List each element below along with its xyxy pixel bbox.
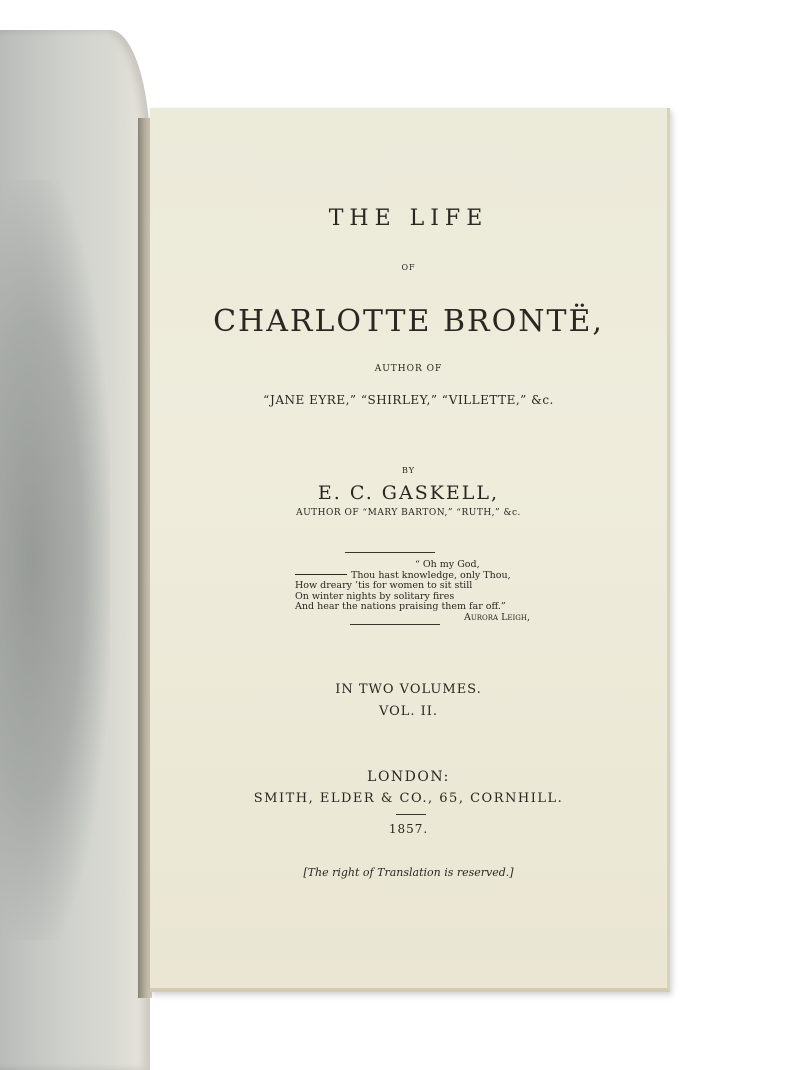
epigraph-bottom-rule [350,624,440,625]
epigraph-line: Thou hast knowledge, only Thou, [295,571,530,582]
subject-name: CHARLOTTE BRONTË, [213,304,604,339]
epigraph-line: How dreary ’tis for women to sit still [295,580,473,591]
imprint-publisher: SMITH, ELDER & CO., 65, CORNHILL. [253,791,564,806]
volumes-line: IN TWO VOLUMES. [335,682,482,697]
facing-page-shadow [0,180,110,940]
of-line: OF [401,263,416,272]
year-rule [396,814,426,815]
epigraph-line: “ Oh my God, [415,559,480,570]
author-name: E. C. GASKELL, [317,482,500,504]
imprint-city: LONDON: [367,769,450,785]
by-label: BY [401,466,416,475]
author-works: AUTHOR OF “MARY BARTON,” “RUTH,” &c. [296,508,521,518]
epigraph-line: On winter nights by solitary fires [295,590,455,602]
epigraph-top-rule [345,552,435,553]
rights-notice: [The right of Translation is reserved.] [303,866,514,879]
epigraph [295,560,530,623]
title-page [150,108,670,992]
subject-works: “JANE EYRE,” “SHIRLEY,” “VILLETTE,” &c. [263,393,554,407]
epigraph-attribution: Aurora Leigh, [463,611,530,623]
volume-number: VOL. II. [378,704,439,719]
facing-page [0,30,150,1070]
title-line: THE LIFE [328,206,489,231]
epigraph-dash [295,574,347,575]
imprint-year: 1857. [388,822,429,836]
epigraph-line: And hear the nations praising them far off.” [295,601,506,612]
author-of-label: AUTHOR OF [374,364,443,374]
